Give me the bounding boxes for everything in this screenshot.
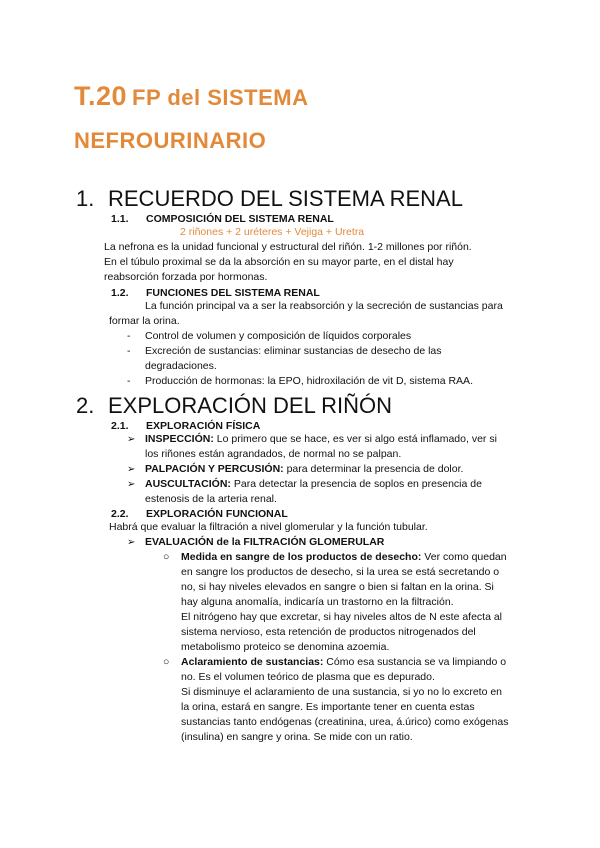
bullet-1-text: Control de volumen y composición de líquidos corporales [145,330,412,342]
arrow-bullet-icon: ➢ [127,479,136,490]
medida-line-7: metabolismo proteico se denomina azoemia. [181,641,390,653]
aclaramiento-line-6: (insulina) en sangre y orina. Se mide con un ratio. [181,731,413,743]
aclaramiento-line-2: no. Es el volumen teórico de plasma que es depurado. [181,671,435,683]
aclaramiento-line-1: Aclaramiento de sustancias: Cómo esa sustancia se va limpiando o [181,656,507,668]
arrow-bullet-icon: ➢ [127,464,136,475]
section-2-heading: 2. EXPLORACIÓN DEL RIÑÓN [76,393,393,418]
evaluacion-heading: EVALUACIÓN de la FILTRACIÓN GLOMERULAR [145,536,385,548]
paragraph-funcion-a: La función principal va a ser la reabsorción y la secreción de sustancias para [145,300,503,312]
arrow-bullet-icon: ➢ [127,434,136,445]
subsection-2-1-heading: 2.1. EXPLORACIÓN FÍSICA [111,420,261,432]
medida-line-2: en sangre los productos de desecho, si la urea se está secretando o [181,566,500,578]
bullet-2-text-a: Excreción de sustancias: eliminar sustancias de desecho de las [145,345,442,357]
document-title [74,76,309,161]
auscultacion-text-b: estenosis de la arteria renal. [145,493,277,505]
inspeccion-text-b: los riñones están agrandados, de normal no se palpan. [145,448,402,460]
subsection-2-2-heading: 2.2. EXPLORACIÓN FUNCIONAL [111,508,288,520]
subsection-1-2-heading: 1.2. FUNCIONES DEL SISTEMA RENAL [111,287,320,299]
arrow-bullet-icon: ➢ [127,537,136,548]
paragraph-nefrona: La nefrona es la unidad funcional y estructural del riñón. 1-2 millones por riñón. [104,241,472,253]
aclaramiento-line-5: sustancias tanto endógenas (creatinina, urea, á.úrico) como exógenas [181,716,509,728]
medida-line-3: no, si hay niveles elevados en sangre o bien si faltan en la orina. Si [181,581,494,593]
paragraph-tubulo-b: reabsorción forzada por hormonas. [104,271,268,283]
inspeccion-text-a: INSPECCIÓN: Lo primero que se hace, es ver si algo está inflamado, ver si [145,433,497,445]
bullet-dash-3: - [127,375,131,387]
auscultacion-text-a: AUSCULTACIÓN: Para detectar la presencia de soplos en presencia de [145,478,482,490]
bullet-dash-2: - [127,345,131,357]
aclaramiento-line-4: la orina, estará en sangre. Es importante tener en cuenta estas [181,701,475,713]
circle-bullet-icon: ○ [163,551,170,563]
circle-bullet-icon: ○ [163,656,170,668]
bullet-2-text-b: degradaciones. [145,360,217,372]
medida-line-4: hay alguna anomalía, indicaría un trastorno en la filtración. [181,596,454,608]
medida-line-5: El nitrógeno hay que excretar, si hay niveles altos de N este afecta al [181,611,503,623]
medida-line-6: sistema nervioso, esta retención de productos nitrogenados del [181,626,476,638]
title-line2: NEFROURINARIO [74,128,267,153]
aclaramiento-line-3: Si disminuye el aclaramiento de una sustancia, si yo no lo excreto en [181,686,503,698]
paragraph-funcion-b: formar la orina. [109,315,180,327]
composition-formula: 2 riñones + 2 uréteres + Vejiga + Uretra [180,226,365,238]
section-1-heading: 1. RECUERDO DEL SISTEMA RENAL [76,186,463,211]
subsection-1-1-heading: 1.1. COMPOSICIÓN DEL SISTEMA RENAL [111,213,334,225]
medida-line-1: Medida en sangre de los productos de desecho: Ver como quedan [181,551,507,563]
bullet-dash-1: - [127,330,131,342]
title-line1: FP del SISTEMA [132,85,309,110]
bullet-3-text: Producción de hormonas: la EPO, hidroxilación de vit D, sistema RAA. [145,375,473,387]
paragraph-tubulo-a: En el túbulo proximal se da la absorción en su mayor parte, en el distal hay [104,256,454,268]
title-prefix: T.20 [74,81,128,111]
palpacion-text: PALPACIÓN Y PERCUSIÓN: para determinar la presencia de dolor. [145,463,464,475]
paragraph-evaluar: Habrá que evaluar la filtración a nivel glomerular y la función tubular. [109,521,428,533]
